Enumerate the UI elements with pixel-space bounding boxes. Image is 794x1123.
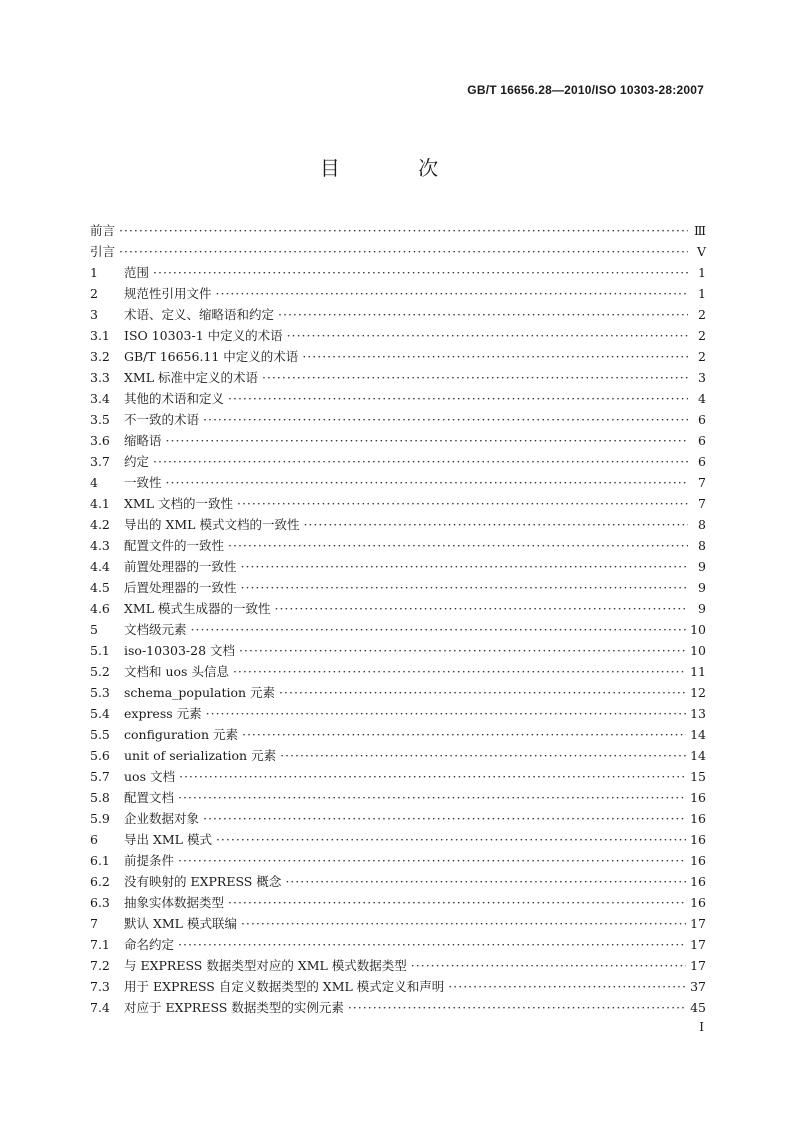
toc-entry[interactable] xyxy=(90,871,706,892)
toc-dot-leader xyxy=(166,472,688,493)
toc-entry[interactable] xyxy=(90,472,706,493)
toc-dot-leader xyxy=(348,997,686,1018)
toc-entry-page: 45 xyxy=(690,1000,706,1015)
toc-entry-page: 17 xyxy=(690,916,706,931)
toc-dot-leader xyxy=(241,913,686,934)
toc-entry-label: XML 文档的一致性 xyxy=(124,496,233,511)
toc-dot-leader xyxy=(228,535,688,556)
toc-dot-leader xyxy=(203,808,686,829)
toc-dot-leader xyxy=(228,388,688,409)
toc-dot-leader xyxy=(242,724,686,745)
toc-entry[interactable] xyxy=(90,262,706,283)
toc-entry-label: 引言 xyxy=(90,244,116,259)
toc-dot-leader xyxy=(241,556,688,577)
toc-entry-label: 配置文件的一致性 xyxy=(124,538,225,553)
toc-entry-number: 6.3 xyxy=(90,895,110,910)
toc-dot-leader xyxy=(239,640,686,661)
toc-entry-label: 规范性引用文件 xyxy=(124,286,212,301)
toc-entry-number: 4.1 xyxy=(90,496,110,511)
toc-entry-label: 前提条件 xyxy=(124,853,175,868)
toc-entry[interactable] xyxy=(90,766,706,787)
toc-dot-leader xyxy=(119,241,688,262)
toc-dot-leader xyxy=(206,703,686,724)
toc-dot-leader xyxy=(166,430,688,451)
toc-entry[interactable] xyxy=(90,451,706,472)
toc-entry-label: XML 模式生成器的一致性 xyxy=(124,601,271,616)
toc-entry-page: 10 xyxy=(690,643,706,658)
toc-dot-leader xyxy=(191,619,687,640)
toc-entry-number: 3.4 xyxy=(90,391,110,406)
toc-dot-leader xyxy=(119,220,688,241)
toc-entry[interactable] xyxy=(90,283,706,304)
toc-dot-leader xyxy=(262,367,688,388)
toc-entry[interactable] xyxy=(90,367,706,388)
toc-dot-leader xyxy=(228,892,686,913)
toc-dot-leader xyxy=(178,934,686,955)
toc-entry-page: 37 xyxy=(690,979,706,994)
toc-entry-page: 6 xyxy=(698,412,706,427)
toc-entry-label: 约定 xyxy=(124,454,150,469)
toc-dot-leader xyxy=(216,283,688,304)
toc-entry[interactable] xyxy=(90,619,706,640)
toc-entry[interactable] xyxy=(90,514,706,535)
toc-entry-page: 16 xyxy=(690,853,706,868)
toc-entry-label: 没有映射的 EXPRESS 概念 xyxy=(124,874,282,889)
toc-entry[interactable] xyxy=(90,745,706,766)
toc-entry[interactable] xyxy=(90,535,706,556)
toc-dot-leader xyxy=(302,346,688,367)
toc-entry-number: 7.1 xyxy=(90,937,110,952)
page-number: Ⅰ xyxy=(699,1020,704,1034)
toc-dot-leader xyxy=(178,787,686,808)
toc-entry-page: 4 xyxy=(698,391,706,406)
toc-entry-number: 5.5 xyxy=(90,727,110,742)
toc-entry-label: 与 EXPRESS 数据类型对应的 XML 模式数据类型 xyxy=(124,958,407,973)
toc-entry-number: 7.2 xyxy=(90,958,110,973)
toc-entry-page: 7 xyxy=(698,496,706,511)
toc-entry-page: 17 xyxy=(690,937,706,952)
toc-entry-number: 7 xyxy=(90,916,98,931)
toc-dot-leader xyxy=(203,409,688,430)
toc-dot-leader xyxy=(178,850,686,871)
toc-dot-leader xyxy=(280,745,686,766)
toc-entry-page: 1 xyxy=(698,286,706,301)
toc-entry-page: 2 xyxy=(698,307,706,322)
toc-dot-leader xyxy=(237,493,688,514)
toc-dot-leader xyxy=(411,955,686,976)
toc-entry-page: 6 xyxy=(698,433,706,448)
toc-entry[interactable] xyxy=(90,577,706,598)
toc-entry-number: 3 xyxy=(90,307,98,322)
toc-entry-label: 范围 xyxy=(124,265,150,280)
toc-entry-page: Ⅲ xyxy=(693,223,706,238)
toc-entry[interactable] xyxy=(90,682,706,703)
toc-entry[interactable] xyxy=(90,850,706,871)
toc-entry-number: 2 xyxy=(90,286,98,301)
toc-entry[interactable] xyxy=(90,241,706,262)
toc-entry-label: 配置文档 xyxy=(124,790,175,805)
toc-entry-number: 5.7 xyxy=(90,769,110,784)
toc-entry-number: 5.6 xyxy=(90,748,110,763)
toc-entry-page: 17 xyxy=(690,958,706,973)
toc-entry-number: 6.1 xyxy=(90,853,110,868)
toc-entry-page: 9 xyxy=(698,580,706,595)
toc-entry-page: 14 xyxy=(690,727,706,742)
toc-entry-number: 6 xyxy=(90,832,98,847)
toc-entry-page: 15 xyxy=(690,769,706,784)
toc-entry-label: ISO 10303-1 中定义的术语 xyxy=(124,328,283,343)
toc-entry-page: 16 xyxy=(690,874,706,889)
toc-entry[interactable] xyxy=(90,787,706,808)
toc-entry-label: 术语、定义、缩略语和约定 xyxy=(124,307,275,322)
toc-entry-number: 4.3 xyxy=(90,538,110,553)
toc-entry-number: 7.4 xyxy=(90,1000,110,1015)
toc-entry-number: 3.6 xyxy=(90,433,110,448)
toc-entry-label: 默认 XML 模式联编 xyxy=(124,916,237,931)
toc-entry-number: 7.3 xyxy=(90,979,110,994)
toc-entry-number: 5.9 xyxy=(90,811,110,826)
toc-entry[interactable] xyxy=(90,661,706,682)
toc-entry-label: 企业数据对象 xyxy=(124,811,200,826)
toc-entry-label: unit of serialization 元素 xyxy=(124,748,277,763)
toc-dot-leader xyxy=(278,304,688,325)
toc-entry-number: 4.5 xyxy=(90,580,110,595)
toc-dot-leader xyxy=(303,514,688,535)
toc-entry-number: 1 xyxy=(90,265,98,280)
toc-entry-label: 一致性 xyxy=(124,475,162,490)
toc-entry-label: 导出 XML 模式 xyxy=(124,832,212,847)
toc-entry-number: 5.8 xyxy=(90,790,110,805)
toc-entry-label: GB/T 16656.11 中定义的术语 xyxy=(124,349,299,364)
toc-entry[interactable] xyxy=(90,388,706,409)
toc-entry[interactable] xyxy=(90,976,706,997)
toc-entry-number: 4 xyxy=(90,475,98,490)
toc-dot-leader xyxy=(285,871,686,892)
toc-entry[interactable] xyxy=(90,409,706,430)
toc-entry-page: 9 xyxy=(698,601,706,616)
toc-entry-page: 16 xyxy=(690,832,706,847)
toc-entry-number: 5.3 xyxy=(90,685,110,700)
toc-entry[interactable] xyxy=(90,556,706,577)
toc-dot-leader xyxy=(153,451,688,472)
toc-entry-label: 后置处理器的一致性 xyxy=(124,580,237,595)
toc-entry-number: 5.2 xyxy=(90,664,110,679)
toc-entry-label: 前言 xyxy=(90,223,116,238)
toc-dot-leader xyxy=(153,262,688,283)
toc-entry-page: 3 xyxy=(698,370,706,385)
toc-entry-label: schema_population 元素 xyxy=(124,685,276,700)
toc-entry[interactable] xyxy=(90,997,706,1018)
toc-entry[interactable] xyxy=(90,325,706,346)
table-of-contents xyxy=(90,220,706,1018)
toc-entry-label: express 元素 xyxy=(124,706,202,721)
toc-entry-label: 导出的 XML 模式文档的一致性 xyxy=(124,517,300,532)
toc-dot-leader xyxy=(179,766,686,787)
toc-dot-leader xyxy=(279,682,686,703)
toc-entry-number: 4.2 xyxy=(90,517,110,532)
toc-entry-page: 16 xyxy=(690,895,706,910)
toc-entry[interactable] xyxy=(90,220,706,241)
toc-entry-number: 3.5 xyxy=(90,412,110,427)
toc-entry[interactable] xyxy=(90,955,706,976)
toc-entry-number: 3.2 xyxy=(90,349,110,364)
toc-entry-page: 16 xyxy=(690,811,706,826)
toc-entry[interactable] xyxy=(90,892,706,913)
toc-entry-label: uos 文档 xyxy=(124,769,175,784)
standard-number: GB/T 16656.28—2010/ISO 10303-28:2007 xyxy=(467,83,704,97)
toc-entry[interactable] xyxy=(90,346,706,367)
toc-entry[interactable] xyxy=(90,724,706,745)
toc-entry-label: configuration 元素 xyxy=(124,727,238,742)
toc-entry-page: 7 xyxy=(698,475,706,490)
toc-entry-label: iso-10303-28 文档 xyxy=(124,643,236,658)
toc-entry-page: 12 xyxy=(690,685,706,700)
toc-dot-leader xyxy=(274,598,688,619)
toc-entry[interactable] xyxy=(90,304,706,325)
toc-entry[interactable] xyxy=(90,493,706,514)
toc-dot-leader xyxy=(241,577,688,598)
toc-entry[interactable] xyxy=(90,640,706,661)
toc-entry-page: 2 xyxy=(698,349,706,364)
toc-dot-leader xyxy=(287,325,688,346)
toc-entry-label: 缩略语 xyxy=(124,433,162,448)
toc-entry-label: 文档级元素 xyxy=(124,622,187,637)
toc-entry-number: 5.4 xyxy=(90,706,110,721)
toc-entry-page: 13 xyxy=(690,706,706,721)
toc-entry[interactable] xyxy=(90,808,706,829)
toc-entry[interactable] xyxy=(90,913,706,934)
toc-entry-page: 16 xyxy=(690,790,706,805)
toc-entry[interactable] xyxy=(90,703,706,724)
toc-entry-label: 用于 EXPRESS 自定义数据类型的 XML 模式定义和声明 xyxy=(124,979,445,994)
toc-entry-label: 前置处理器的一致性 xyxy=(124,559,237,574)
toc-entry-page: 8 xyxy=(698,517,706,532)
toc-entry-page: Ⅴ xyxy=(696,244,706,259)
toc-dot-leader xyxy=(233,661,686,682)
toc-entry-label: 抽象实体数据类型 xyxy=(124,895,225,910)
toc-entry-number: 4.6 xyxy=(90,601,110,616)
toc-entry[interactable] xyxy=(90,598,706,619)
toc-entry-page: 2 xyxy=(698,328,706,343)
toc-entry-label: 不一致的术语 xyxy=(124,412,200,427)
toc-entry-page: 8 xyxy=(698,538,706,553)
page-title: 目 次 xyxy=(319,156,475,180)
toc-entry-page: 6 xyxy=(698,454,706,469)
toc-entry-page: 14 xyxy=(690,748,706,763)
toc-entry[interactable] xyxy=(90,829,706,850)
toc-entry-label: 对应于 EXPRESS 数据类型的实例元素 xyxy=(124,1000,344,1015)
toc-dot-leader xyxy=(448,976,686,997)
toc-entry-label: XML 标准中定义的术语 xyxy=(124,370,258,385)
toc-entry[interactable] xyxy=(90,430,706,451)
toc-entry-number: 5 xyxy=(90,622,98,637)
toc-entry-number: 3.1 xyxy=(90,328,110,343)
toc-entry-number: 4.4 xyxy=(90,559,110,574)
toc-entry-label: 其他的术语和定义 xyxy=(124,391,225,406)
toc-entry-page: 10 xyxy=(690,622,706,637)
toc-entry-label: 文档和 uos 头信息 xyxy=(124,664,229,679)
toc-entry-number: 3.7 xyxy=(90,454,110,469)
toc-entry[interactable] xyxy=(90,934,706,955)
toc-entry-number: 6.2 xyxy=(90,874,110,889)
toc-entry-page: 11 xyxy=(690,664,706,679)
toc-entry-number: 5.1 xyxy=(90,643,110,658)
toc-dot-leader xyxy=(216,829,686,850)
toc-entry-page: 1 xyxy=(698,265,706,280)
toc-entry-label: 命名约定 xyxy=(124,937,175,952)
toc-entry-page: 9 xyxy=(698,559,706,574)
toc-entry-number: 3.3 xyxy=(90,370,110,385)
